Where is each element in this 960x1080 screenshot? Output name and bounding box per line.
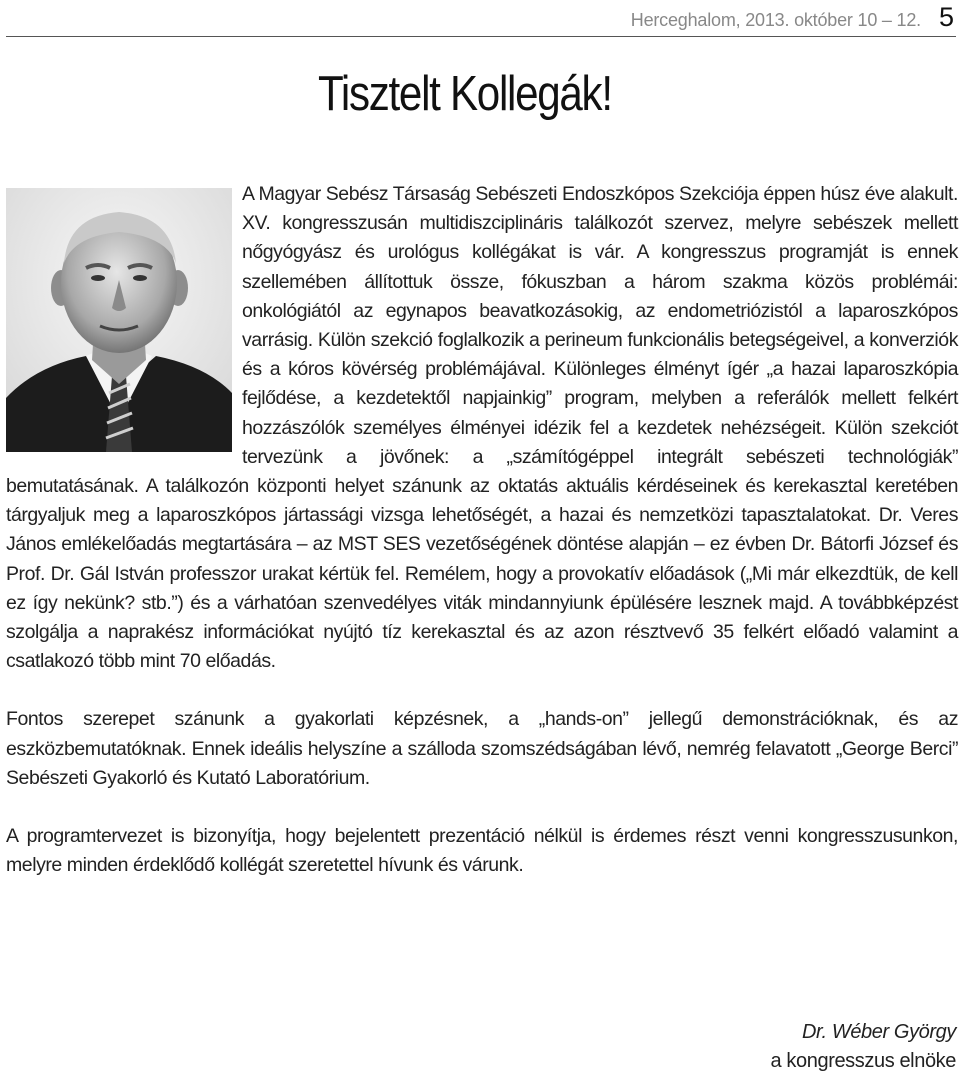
paragraph-1-text: A Magyar Sebész Társaság Sebészeti Endoszkópos Szekciója éppen húsz éve alakult. XV. kongresszusán multidiszciplináris találkozót szervez, melyre sebészek mellett nőgyógyász és urológus kollégákat is vár. A kongresszus programját is ennek szellemében állítottuk össze, fókuszban a három szakma közös problémái: onkológiától az egynapos beavatkozásokig, az endometriózistól a laparoszkópos varrásig. Külön szekció foglalkozik a perineum funkcionális betegségeivel, a konverziók és a kóros kövérség problémájával. Különleges élményt ígér „a hazai laparoszkópia fejlődése, a kezdetektől napjainkig” program, melyben a referálók mellett felkért hozzászólók személyes élményei idézik fel a kezdetek nehézségeit. Külön szekciót tervezünk a jövőnek: a „számítógéppel integrált sebészeti technológiák” bemutatásának. A találkozón központi helyet szánunk az oktatás aktuális kérdéseinek és kerekasztal keretében tárgyaljuk meg a laparoszkópos jártassági vizsga lehetőségét, a hazai és nemzetközi tapasztalatokat. Dr. Veres János emlékelőadás megtartására – az MST SES vezetőségének döntése alapján – ez évben Dr. Bátorfi József és Prof. Dr. Gál István professzor urakat kértük fel. Remélem, hogy a provokatív előadások („Mi már elkezdtük, de kell ez így nekünk? stb.”) és a várhatóan szenvedélyes viták mindannyiunk épülésére lesznek majd. A továbbképzést szolgálja a naprakész információkat nyújtó tíz kerekasztal és az azon résztvevő 35 felkért előadó valamint a csatlakozó több mint 70 előadás.: [6, 183, 958, 673]
paragraph-1: [6, 180, 958, 676]
signature-role: a kongresszus elnöke: [770, 1050, 956, 1072]
header-divider: [6, 36, 956, 37]
header-date: Herceghalom, 2013. október 10 – 12.: [630, 10, 921, 30]
portrait-spacer: [6, 180, 242, 472]
body-text: [6, 180, 958, 880]
paragraph-3: A programtervezet is bizonyítja, hogy bejelentett prezentáció nélkül is érdemes részt venni kongresszusunkon, melyre minden érdeklődő kollégát szeretettel hívunk és várunk.: [6, 825, 958, 877]
signature-block: [771, 1018, 956, 1076]
running-header: [631, 2, 954, 33]
page-number: 5: [938, 2, 954, 32]
page-title: Tisztelt Kollegák!: [318, 67, 612, 121]
signature-name: Dr. Wéber György: [801, 1021, 956, 1043]
paragraph-2: Fontos szerepet szánunk a gyakorlati képzésnek, a „hands-on” jellegű demonstrációknak, és az eszközbemutatóknak. Ennek ideális helyszíne a szálloda szomszédságában lévő, nemrég felavatott „George Berci” Sebészeti Gyakorló és Kutató Laboratórium.: [6, 708, 958, 789]
